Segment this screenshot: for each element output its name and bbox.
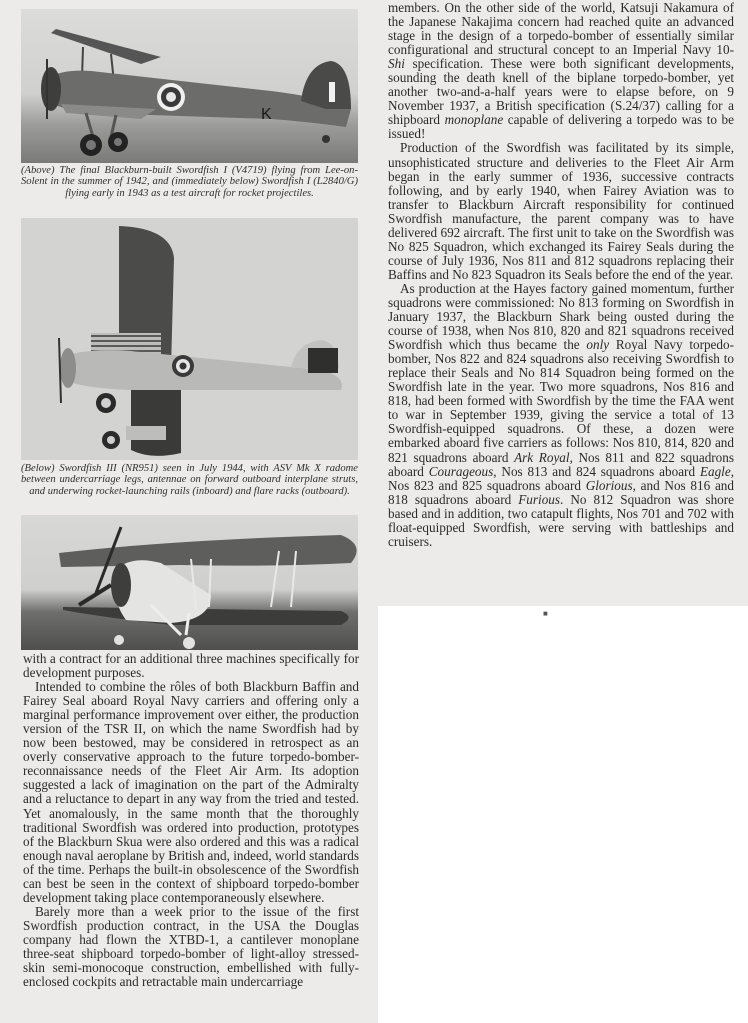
text-run: Royal Navy torpedo-bomber, Nos 822 and 824 squadrons also receiving Swordfish to replace their Seals and No 814 Squadron being formed on the Swordfish late in the year. Two more squadrons, Nos 816 and 818, had been formed with Swordfish by the time the FAA went to war in September 1939, giving the service a total of 13 Swordfish-equipped squadrons. Of these, a dozen were embarked aboard five carriers as follows: Nos 810, 814, 820 and 821 squadrons aboard xyxy=(388,337,734,465)
text-run: capable of delivering a torpedo was to be issued! xyxy=(388,112,734,142)
text-run: , Nos 823 and 825 squadrons aboard xyxy=(388,463,734,493)
paragraph xyxy=(388,1,734,141)
ship-name: Ark Royal xyxy=(514,449,570,465)
ship-name: Eagle xyxy=(699,463,731,479)
end-mark: ■ xyxy=(543,609,548,618)
article-column-left xyxy=(23,652,359,989)
photo-swordfish-l2840g xyxy=(21,515,358,650)
italic-term: monoplane xyxy=(444,112,504,128)
article-column-right xyxy=(388,1,734,549)
paragraph: Intended to combine the rôles of both Blackburn Baffin and Fairey Seal aboard Royal Navy carriers and offering only a marginal performance improvement over either, the production version of the TSR II, on which the name Swordfish had by now been bestowed, may be considered in retrospect as an overly conservative approach to the future torpedo-bomber-reconnaissance needs of the Fleet Air Arm. Its adoption suggested a lack of imagination on the part of the Admiralty and a reluctance to depart in any way from the tried and tested. Yet anomalously, in the same month that the thoroughly traditional Swordfish was ordered into production, prototypes of the Blackburn Skua were also ordered and this was a radical enough naval aeroplane by British and, indeed, world standards of the time. Perhaps the built-in obsolescence of the Swordfish can best be seen in the context of shipboard torpedo-bomber development taking place contemporaneously elsewhere. xyxy=(23,679,359,905)
text-run: , Nos 813 and 824 squadrons aboard xyxy=(493,463,700,479)
italic-term: only xyxy=(586,337,610,353)
text-run: , Nos 811 and 822 squadrons aboard xyxy=(388,449,734,479)
photo-swordfish-nr951 xyxy=(21,218,358,460)
paragraph: with a contract for an additional three machines specifically for development purposes. xyxy=(23,651,359,681)
text-run: , and Nos 816 and 818 squadrons aboard xyxy=(388,477,734,507)
paragraph: Production of the Swordfish was facilitated by its simple, unsophisticated structure and deliveries to the Fleet Air Arm began in the early summer of 1936, successive contracts following, and by early 1940, when Fairey Aviation was to transfer to Blackburn Aircraft responsibility for continued Swordfish manufacture, the parent company was to have delivered 692 aircraft. The first unit to take on the Swordfish was No 825 Squadron, which exchanged its Fairey Seals during the course of July 1936, Nos 811 and 812 squadrons replacing their Baffins and No 823 Squadron its Seals before the end of the year. xyxy=(388,140,734,282)
text-run: members. On the other side of the world, Katsuji Nakamura of the Japanese Nakajima concern had reached quite an advanced stage in the design of a torpedo-bomber of essentially similar configurational and structural concept to an Imperial Navy 10- xyxy=(388,0,734,58)
photo-swordfish-v4719 xyxy=(21,9,358,163)
aircraft-code-letter: K xyxy=(261,106,272,123)
biplane-underside-illustration xyxy=(21,218,358,460)
photo-caption-below: (Below) Swordfish III (NR951) seen in July 1944, with ASV Mk X radome between undercarriage legs, antennae on forward outboard interplane struts, and underwing rocket-launching rails (inboard) and flare racks (outboard). xyxy=(21,463,358,497)
italic-term: Shi xyxy=(388,56,405,72)
photo-caption-above: (Above) The final Blackburn-built Swordfish I (V4719) flying from Lee-on-Solent in the summer of 1942, and (immediately below) Swordfish I (L2840/G) flying early in 1943 as a test aircraft for rocket projectiles. xyxy=(21,165,358,199)
ship-name: Furious xyxy=(518,491,561,507)
ship-name: Courageous xyxy=(428,463,494,479)
biplane-ground-illustration xyxy=(21,515,358,650)
text-run: specification. These were both significant developments, sounding the death knell of the biplane torpedo-bomber, yet another two-and-a-half years were to elapse before, on 9 November 1937, a British specification (S.24/37) calling for a shipboard xyxy=(388,56,734,128)
biplane-side-view-illustration xyxy=(21,9,358,163)
paragraph: Barely more than a week prior to the issue of the first Swordfish production contract, in the USA the Douglas company had flown the XTBD-1, a cantilever monoplane three-seat shipboard torpedo-bomber of light-alloy stressed-skin semi-monocoque construction, embellished with fully-enclosed cockpits and retractable main undercarriage xyxy=(23,903,359,990)
ship-name: Glorious xyxy=(585,477,633,493)
text-run: . No 812 Squadron was shore based and in addition, two catapult flights, Nos 701 and 702 with float-equipped Swordfish, were serving with battleships and cruisers. xyxy=(388,491,734,549)
paragraph xyxy=(388,282,734,549)
text-run: As production at the Hayes factory gained momentum, further squadrons were commissioned: No 813 forming on Swordfish in January 1937, the Blackburn Shark being ousted during the course of 1938, when Nos 810, 820 and 821 squadrons received Swordfish which thus became the xyxy=(388,280,734,353)
